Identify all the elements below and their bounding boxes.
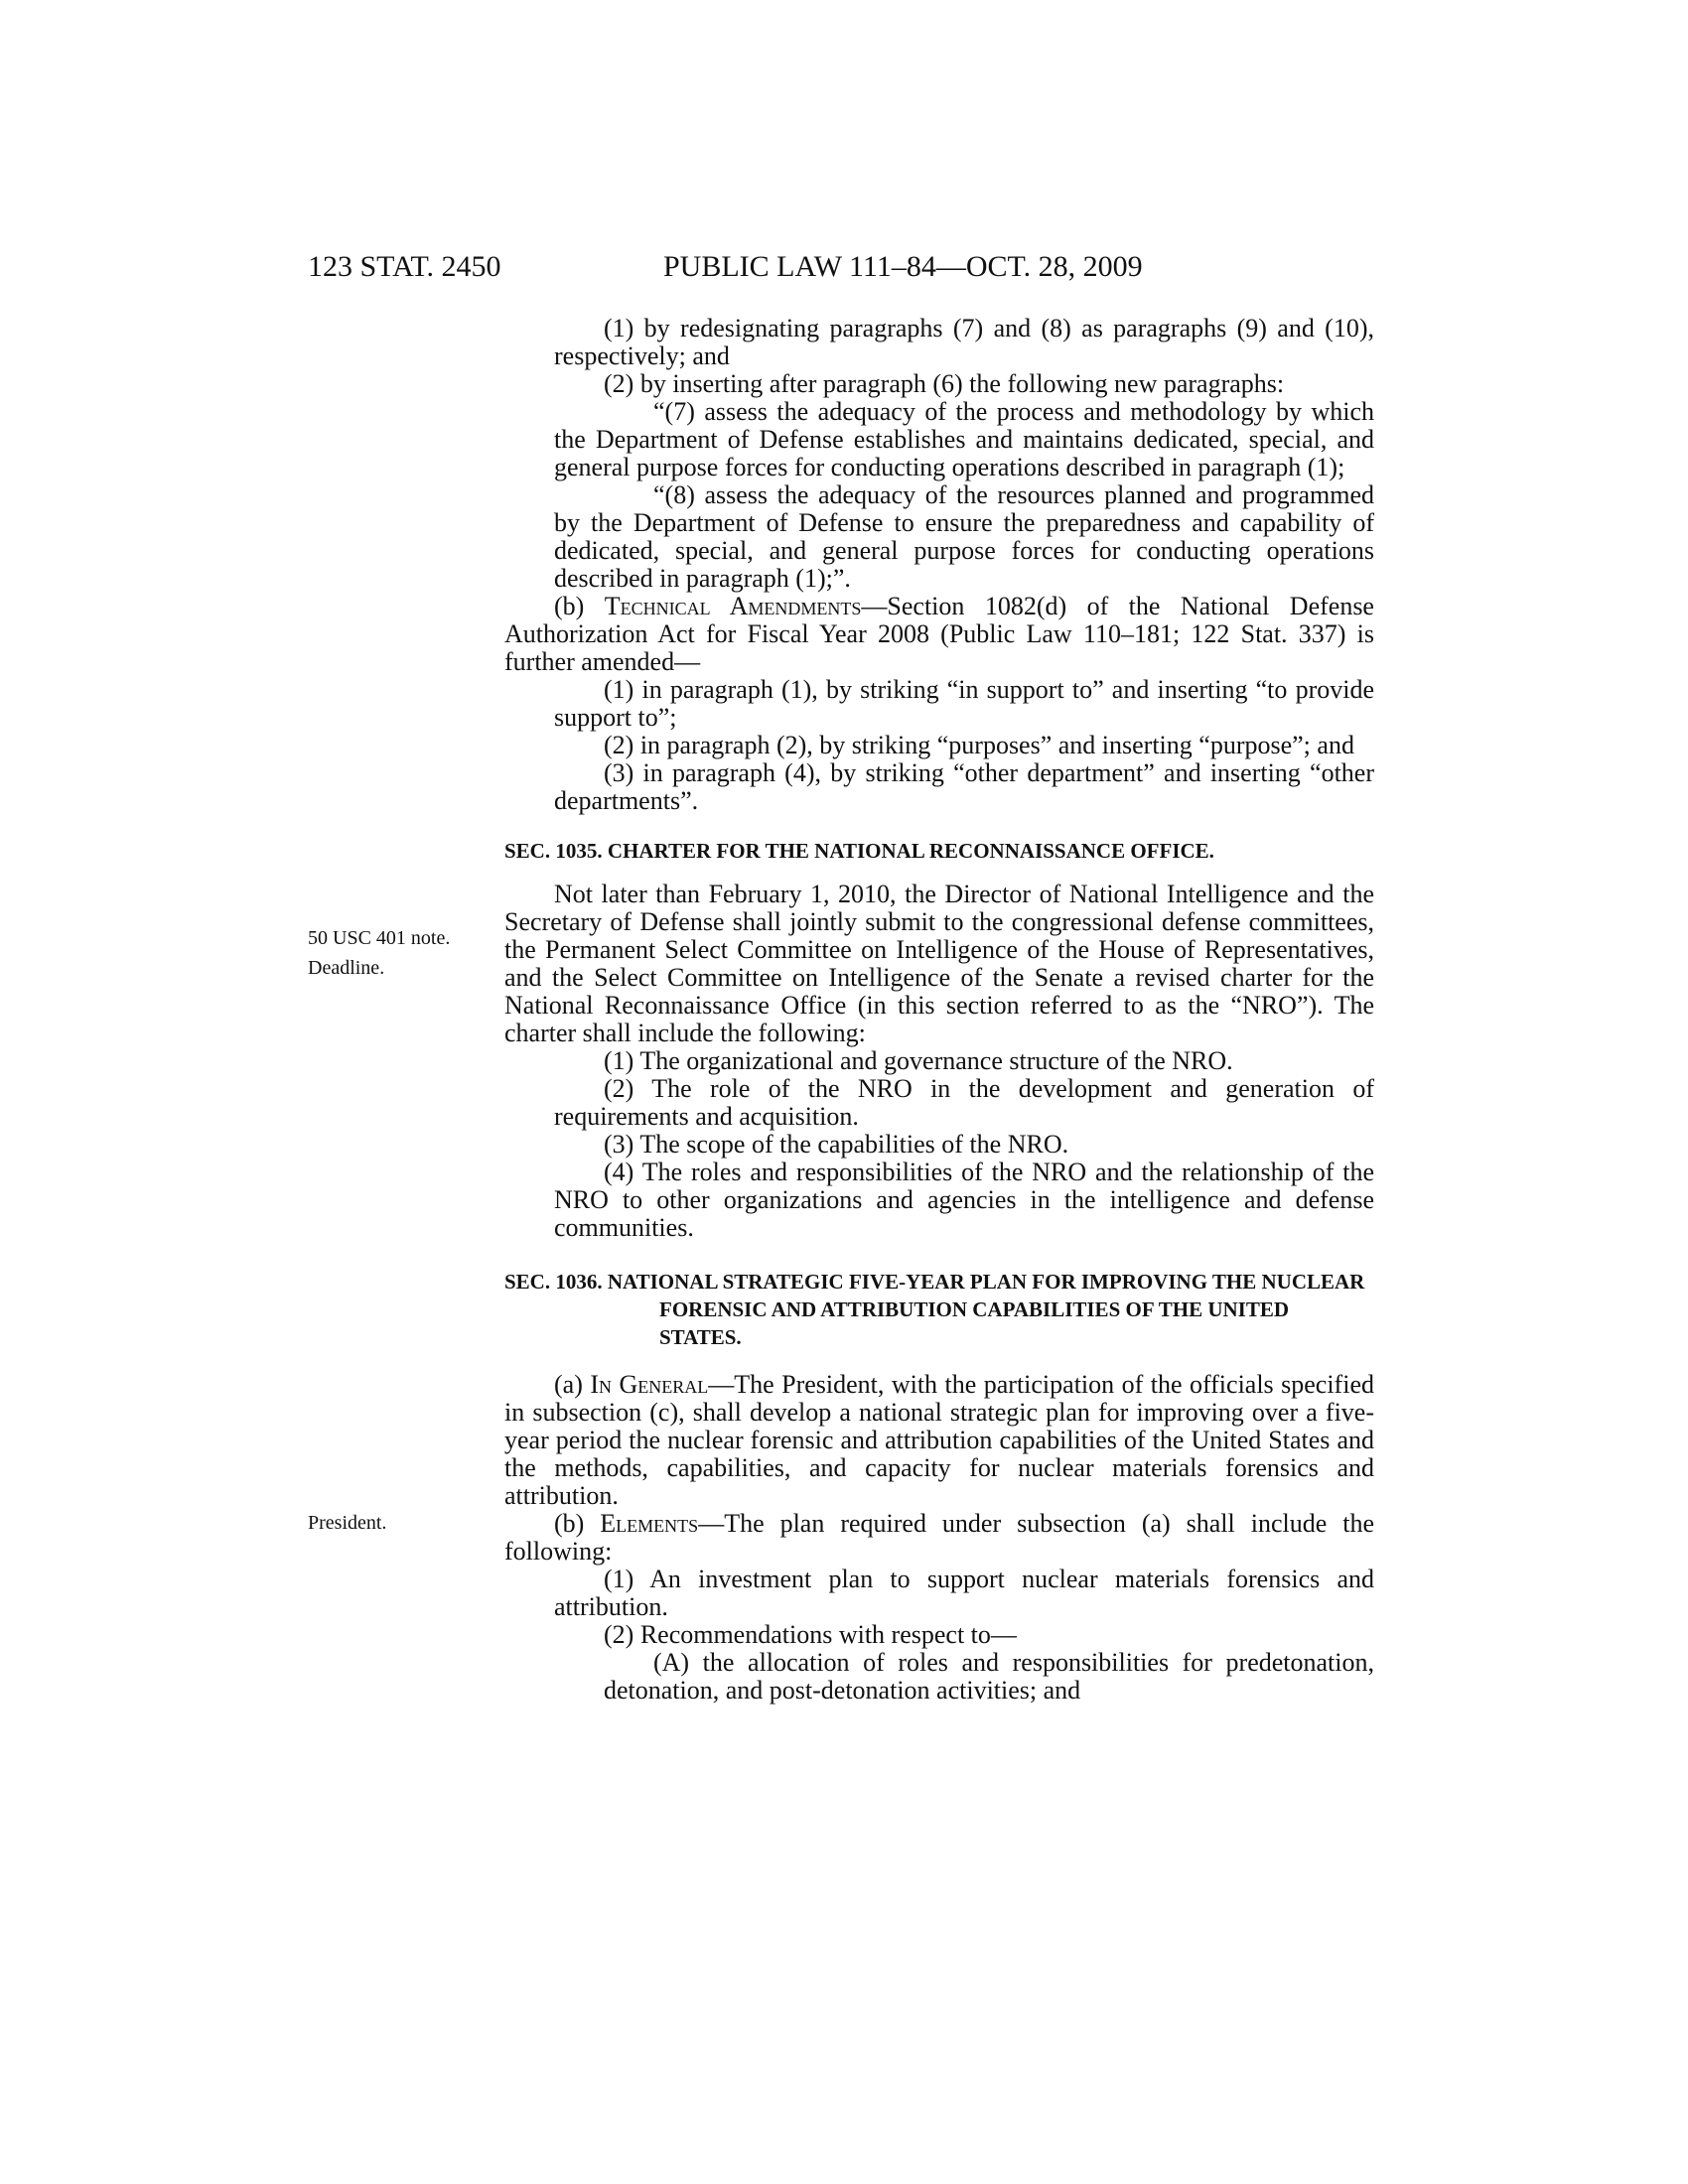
amendment-item-1: (1) in paragraph (1), by striking “in support to” and inserting “to provide support to”; [554, 675, 1374, 732]
subsection-text: —The President, with the participation of the officials specified in subsection (c), shall develop a national strategic plan for improving over a five-year period the nuclear forensic and attribution capabilities of the United States and the methods, capabilities, and capacity for nuclear materials forensics and attribution. [504, 1370, 1374, 1510]
section-1036-heading: SEC. 1036. NATIONAL STRATEGIC FIVE-YEAR PLAN FOR IMPROVING THE NUCLEAR FORENSIC AND ATTRIBUTION CAPABILITIES OF THE UNITED STATES. [504, 1270, 1365, 1349]
quoted-paragraph-7: “(7) assess the adequacy of the process and methodology by which the Department of Defense establishes and maintains dedicated, special, and general purpose forces for conducting operations described in paragraph (1); [554, 397, 1374, 481]
element-item-2: (2) Recommendations with respect to— [604, 1620, 1017, 1649]
document-body [504, 315, 1374, 1705]
section-1035-heading: SEC. 1035. CHARTER FOR THE NATIONAL RECONNAISSANCE OFFICE. [504, 839, 1214, 863]
charter-item-1: (1) The organizational and governance structure of the NRO. [604, 1046, 1233, 1075]
paragraph-2: (2) by inserting after paragraph (6) the following new paragraphs: [604, 369, 1285, 398]
amendment-item-2: (2) in paragraph (2), by striking “purposes” and inserting “purpose”; and [604, 731, 1354, 759]
subsection-b-elements [504, 1510, 1374, 1566]
subsection-label: (b) [554, 1509, 601, 1538]
quoted-paragraph-8: “(8) assess the adequacy of the resources planned and programmed by the Department of Defense to ensure the preparedness and capability of dedicated, special, and general purpose forces for conducting operations described in paragraph (1);”. [554, 480, 1374, 593]
element-item-2a: (A) the allocation of roles and responsibilities for predetonation, detonation, and post-detonation activities; and [604, 1648, 1374, 1705]
charter-item-4: (4) The roles and responsibilities of the NRO and the relationship of the NRO to other organizations and agencies in the intelligence and defense communities. [554, 1158, 1374, 1242]
subsection-b-technical-amendments [504, 593, 1374, 676]
subsection-text: —The plan required under subsection (a) shall include the following: [504, 1509, 1374, 1566]
running-head: PUBLIC LAW 111–84—OCT. 28, 2009 [663, 250, 1143, 283]
stat-page-number: 123 STAT. 2450 [308, 250, 501, 283]
margin-note-deadline: Deadline. [308, 957, 385, 979]
charter-item-3: (3) The scope of the capabilities of the NRO. [604, 1130, 1069, 1159]
subsection-a-in-general [504, 1371, 1374, 1510]
margin-note-usc: 50 USC 401 note. [308, 927, 451, 949]
paragraph-1: (1) by redesignating paragraphs (7) and (8) as paragraphs (9) and (10), respectively; and [554, 314, 1374, 370]
element-item-1: (1) An investment plan to support nuclear materials forensics and attribution. [554, 1565, 1374, 1621]
amendment-item-3: (3) in paragraph (4), by striking “other department” and inserting “other departments”. [554, 758, 1374, 815]
charter-item-2: (2) The role of the NRO in the development and generation of requirements and acquisition. [554, 1074, 1374, 1131]
subsection-heading: Technical Amendments [604, 592, 862, 620]
section-1035-intro: Not later than February 1, 2010, the Director of National Intelligence and the Secretary of Defense shall jointly submit to the congressional defense committees, the Permanent Select Committee on Intelligence of the House of Representatives, and the Select Committee on Intelligence of the Senate a revised charter for the National Reconnaissance Office (in this section referred to as the “NRO”). The charter shall include the following: [504, 880, 1374, 1047]
subsection-heading: Elements [600, 1509, 699, 1538]
subsection-label: (b) [554, 592, 605, 620]
subsection-heading: In General [590, 1370, 709, 1399]
subsection-text: —Section 1082(d) of the National Defense Authorization Act for Fiscal Year 2008 (Public Law 110–181; 122 Stat. 337) is further amended— [504, 592, 1374, 676]
margin-note-president: President. [308, 1512, 387, 1534]
subsection-label: (a) [554, 1370, 591, 1399]
page-header [0, 250, 1688, 290]
